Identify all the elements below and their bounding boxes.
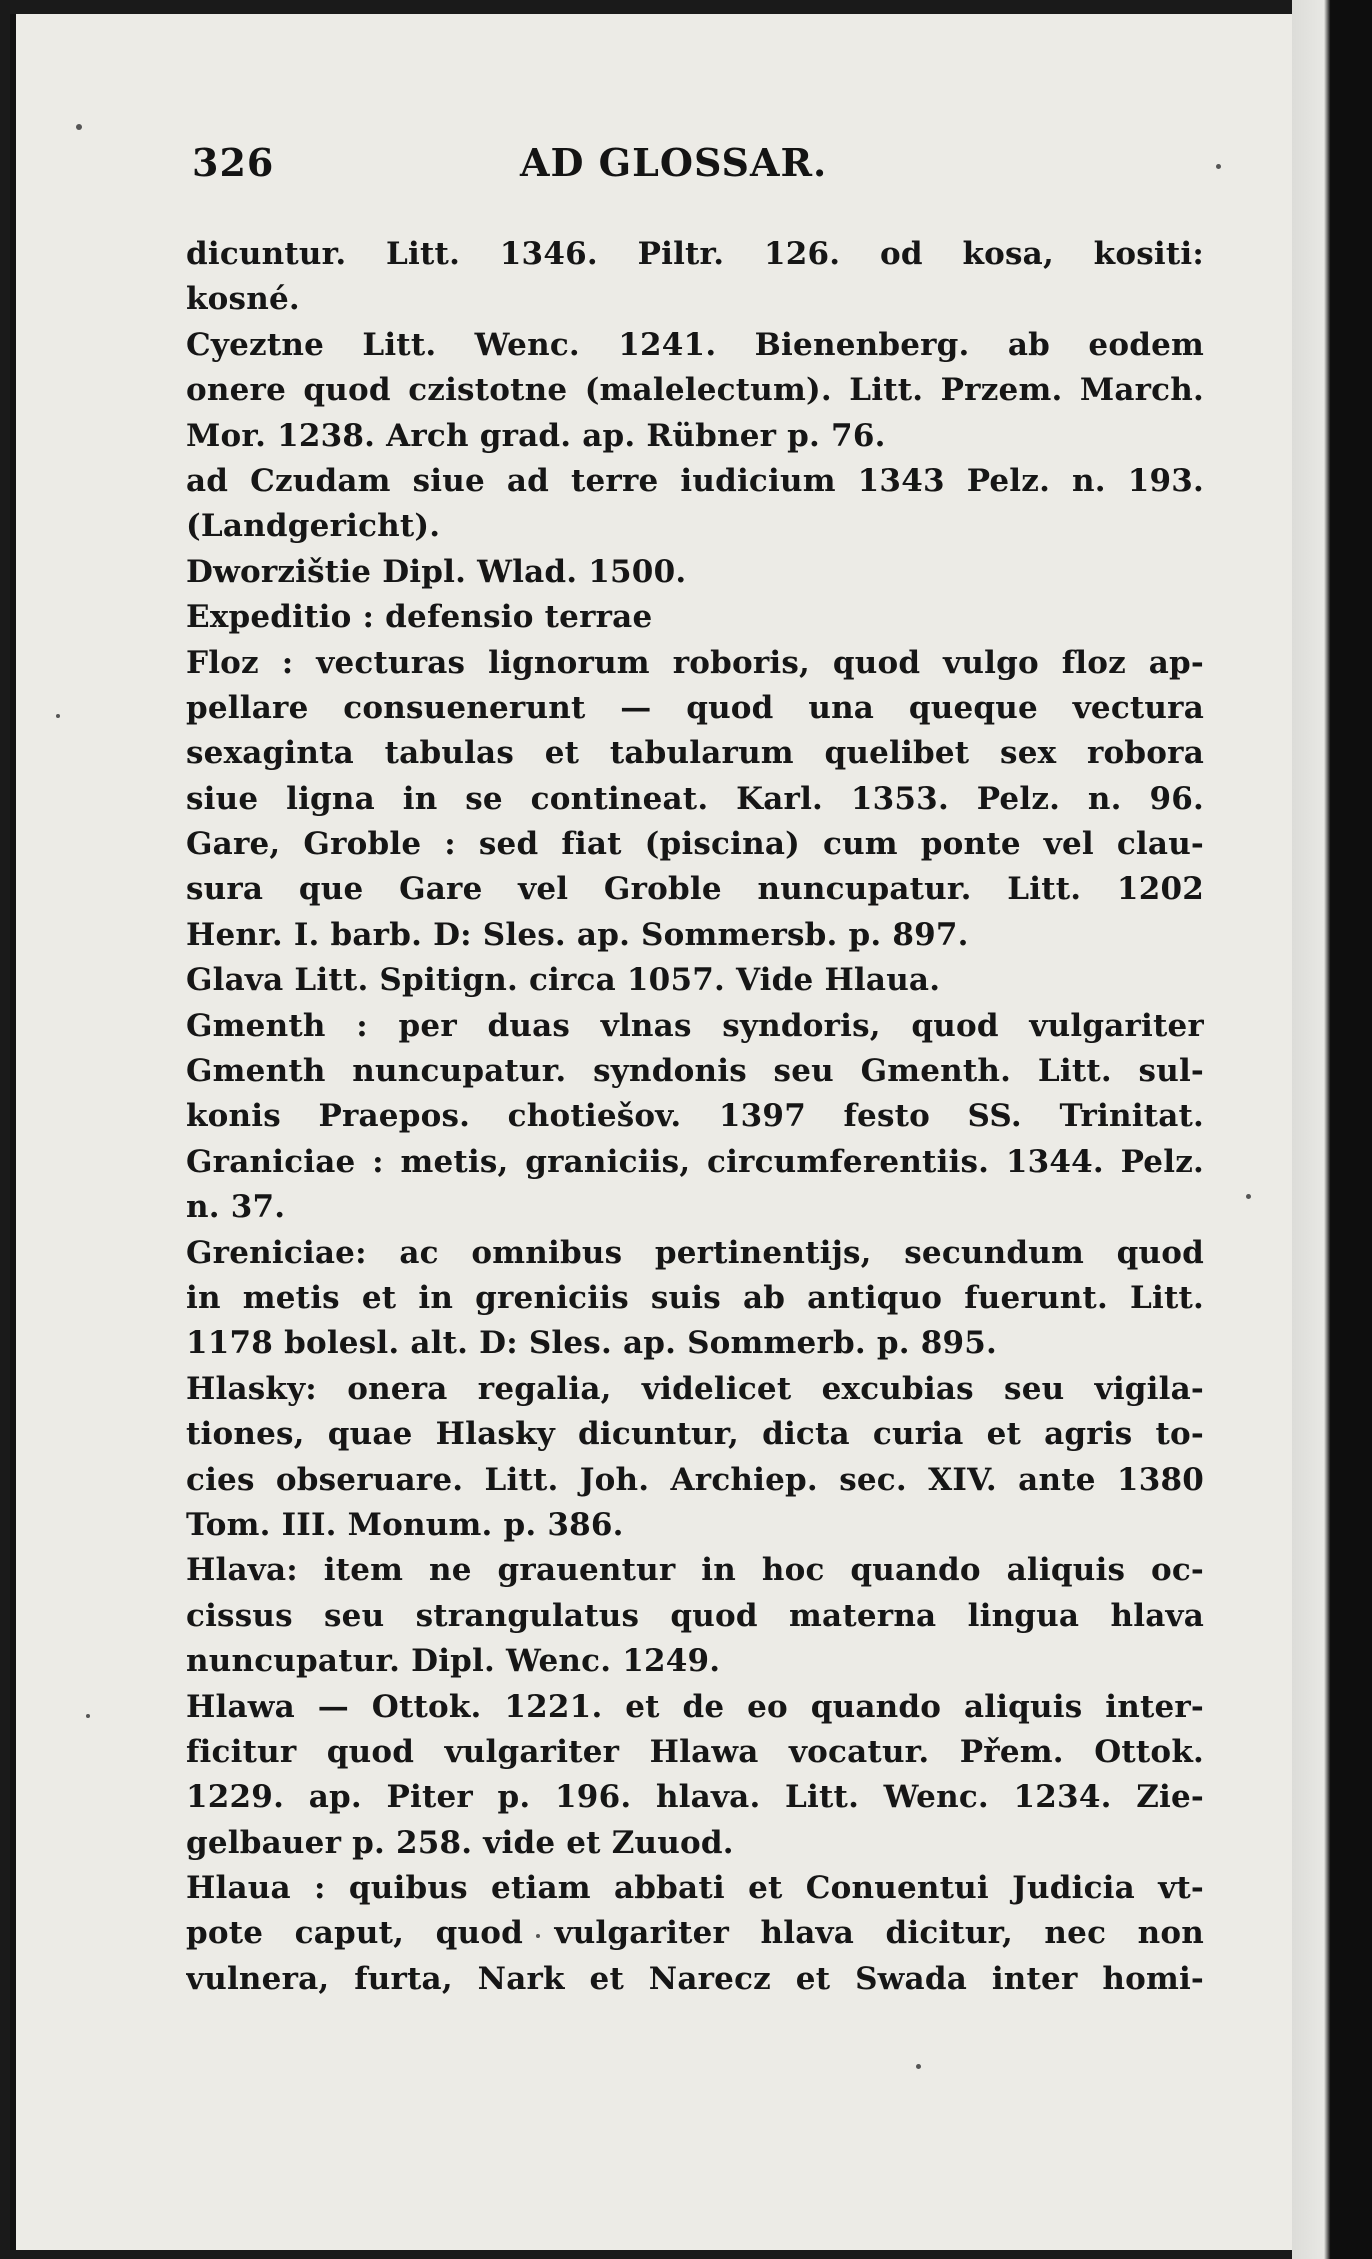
page-number: 326	[192, 140, 275, 185]
text-line: pote caput, quod vulgariter hlava dicitur, nec non	[186, 1915, 1204, 1952]
text-line: n. 37.	[186, 1189, 286, 1226]
text-line: Gare, Groble : sed fiat (piscina) cum ponte vel clau-	[186, 826, 1204, 863]
text-line: cissus seu strangulatus quod materna lingua hlava	[186, 1597, 1204, 1634]
text-line: nuncupatur. Dipl. Wenc. 1249.	[186, 1643, 721, 1680]
text-line: ficitur quod vulgariter Hlawa vocatur. Přem. Ottok.	[186, 1733, 1204, 1770]
text-line: Mor. 1238. Arch grad. ap. Rübner p. 76.	[186, 417, 886, 454]
text-line: cies obseruare. Litt. Joh. Archiep. sec. XIV. ante 1380	[186, 1461, 1204, 1498]
text-line: ad Czudam siue ad terre iudicium 1343 Pelz. n. 193.	[186, 462, 1204, 499]
text-line: (Landgericht).	[186, 508, 441, 545]
text-line: Hlava: item ne grauentur in hoc quando aliquis oc-	[186, 1552, 1204, 1589]
text-line: Greniciae: ac omnibus pertinentijs, secundum quod	[186, 1234, 1204, 1271]
text-line: Dworzištie Dipl. Wlad. 1500.	[186, 553, 687, 590]
adjacent-page-edge	[1292, 0, 1372, 2259]
text-line: Gmenth : per duas vlnas syndoris, quod vulgariter	[186, 1007, 1204, 1044]
text-line: Cyeztne Litt. Wenc. 1241. Bienenberg. ab eodem	[186, 326, 1204, 363]
running-head: AD GLOSSAR.	[520, 140, 828, 185]
text-line: in metis et in greniciis suis ab antiquo fuerunt. Litt.	[186, 1279, 1204, 1316]
text-line: Graniciae : metis, graniciis, circumferentiis. 1344. Pelz.	[186, 1143, 1204, 1180]
page-header	[180, 140, 1220, 200]
text-line: Tom. III. Monum. p. 386.	[186, 1506, 624, 1543]
text-line: pellare consuenerunt — quod una queque vectura	[186, 689, 1204, 726]
text-line: Floz : vecturas lignorum roboris, quod vulgo floz ap-	[186, 644, 1204, 681]
text-line: Hlawa — Ottok. 1221. et de eo quando aliquis inter-	[186, 1688, 1204, 1725]
text-line: onere quod czistotne (malelectum). Litt. Przem. March.	[186, 372, 1204, 409]
text-line: sura que Gare vel Groble nuncupatur. Litt. 1202	[186, 871, 1204, 908]
text-line: Gmenth nuncupatur. syndonis seu Gmenth. Litt. sul-	[186, 1053, 1204, 1090]
text-line: dicuntur. Litt. 1346. Piltr. 126. od kosa, kositi:	[186, 236, 1204, 272]
text-line: Hlasky: onera regalia, videlicet excubias seu vigila-	[186, 1370, 1204, 1407]
text-line: konis Praepos. chotiešov. 1397 festo SS. Trinitat.	[186, 1098, 1204, 1135]
text-line: Hlaua : quibus etiam abbati et Conuentui Judicia vt-	[186, 1870, 1204, 1907]
text-line: 1178 bolesl. alt. D: Sles. ap. Sommerb. p. 895.	[186, 1325, 998, 1362]
text-line: Expeditio : defensio terrae	[186, 599, 653, 636]
text-line: 1229. ap. Piter p. 196. hlava. Litt. Wenc. 1234. Zie-	[186, 1779, 1204, 1816]
text-line: tiones, quae Hlasky dicuntur, dicta curia et agris to-	[186, 1416, 1204, 1453]
text-line: gelbauer p. 258. vide et Zuuod.	[186, 1824, 734, 1861]
text-line: siue ligna in se contineat. Karl. 1353. Pelz. n. 96.	[186, 780, 1204, 817]
text-line: sexaginta tabulas et tabularum quelibet sex robora	[186, 735, 1204, 772]
text-line: vulnera, furta, Nark et Narecz et Swada inter homi-	[186, 1960, 1204, 1997]
glossary-text	[186, 232, 1204, 2002]
text-line: Henr. I. barb. D: Sles. ap. Sommersb. p. 897.	[186, 916, 969, 953]
text-line: Glava Litt. Spitign. circa 1057. Vide Hlaua.	[186, 962, 941, 999]
text-line: kosné.	[186, 281, 300, 318]
